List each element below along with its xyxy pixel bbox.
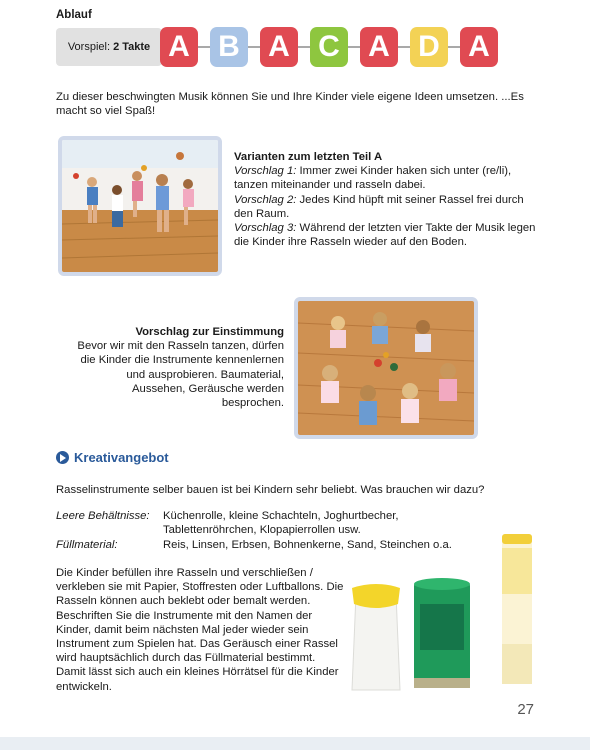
varianten-block bbox=[234, 150, 544, 249]
vorschlag-item bbox=[234, 221, 544, 249]
einstimmung-block bbox=[76, 325, 284, 410]
kreativangebot-intro: Rasselinstrumente selber bauen ist bei Kindern sehr beliebt. Was brauchen wir dazu? bbox=[56, 484, 485, 496]
vorschlag-label: Vorschlag 1: bbox=[234, 165, 297, 178]
vorschlag-item bbox=[234, 164, 544, 192]
photo-rassel-containers bbox=[348, 526, 538, 696]
einstimmung-title: Vorschlag zur Einstimmung bbox=[135, 326, 284, 338]
vorschlag-item bbox=[234, 193, 544, 221]
sequence-tile: A bbox=[160, 27, 198, 67]
def-value-fuellmaterial: Reis, Linsen, Erbsen, Bohnenkerne, Sand, Steinchen o.a. bbox=[163, 539, 452, 551]
rasseln-instructions: Die Kinder befüllen ihre Rasseln und verschließen / verkleben sie mit Papier, Stoffresten oder Luftballons. Die Rasseln können auch beklebt oder bemalt werden. Beschriften Sie die Instrumente mit den Namen der Kinder, damit beim nächsten Mal jeder wieder sein Instrument zum Spielen hat. Das Geräusch einer Rassel wird hauptsächlich durch das Füllmaterial bestimmt. Damit lässt sich auch ein kleines Hörrätsel für die Kinder entwickeln. bbox=[56, 567, 344, 693]
vorspiel-label: Vorspiel: bbox=[67, 41, 111, 53]
def-label-fuellmaterial: Füllmaterial: bbox=[56, 539, 118, 551]
sequence-tile: D bbox=[410, 27, 448, 67]
vorspiel-value: 2 Takte bbox=[113, 41, 151, 53]
vorschlag-text: Immer zwei Kinder haken sich unter (re/li), tanzen miteinander und rasseln dabei. bbox=[234, 165, 512, 192]
photo-children-circle bbox=[294, 297, 478, 439]
bottom-bar bbox=[0, 737, 590, 750]
form-sequence bbox=[160, 27, 498, 67]
sequence-tile: A bbox=[360, 27, 398, 67]
intro-text: Zu dieser beschwingten Musik können Sie und Ihre Kinder viele eigene Ideen umsetzen. ...Es macht so viel Spaß! bbox=[56, 91, 524, 118]
sequence-tile: A bbox=[260, 27, 298, 67]
vorspiel-box bbox=[56, 28, 162, 66]
einstimmung-text: Bevor wir mit den Rasseln tanzen, dürfen die Kinder die Instrumente kennenlernen und ausprobieren. Baumaterial, Aussehen, Geräusche werden besprochen. bbox=[77, 340, 284, 410]
def-label-behaeltnisse: Leere Behältnisse: bbox=[56, 510, 150, 522]
sequence-tile: A bbox=[460, 27, 498, 67]
section-label: Ablauf bbox=[56, 9, 92, 21]
vorschlag-label: Vorschlag 2: bbox=[234, 193, 297, 206]
sequence-tile: B bbox=[210, 27, 248, 67]
vorschlag-text: Während der letzten vier Takte der Musik legen die Kinder ihre Rasseln wieder auf den Boden. bbox=[234, 222, 536, 249]
sequence-tile: C bbox=[310, 27, 348, 67]
vorschlag-label: Vorschlag 3: bbox=[234, 222, 297, 235]
play-arrow-icon bbox=[56, 451, 69, 464]
def-value-behaeltnisse: Küchenrolle, kleine Schachteln, Joghurtbecher, Tablettenröhrchen, Klopapierrollen usw. bbox=[163, 510, 399, 537]
kreativangebot-heading bbox=[56, 450, 169, 465]
vorschlag-text: Jedes Kind hüpft mit seiner Rassel frei durch den Raum. bbox=[234, 193, 524, 220]
page-number: 27 bbox=[517, 701, 534, 718]
kreativangebot-title: Kreativangebot bbox=[74, 450, 169, 465]
varianten-title: Varianten zum letzten Teil A bbox=[234, 151, 383, 163]
photo-children-dancing bbox=[58, 136, 222, 276]
